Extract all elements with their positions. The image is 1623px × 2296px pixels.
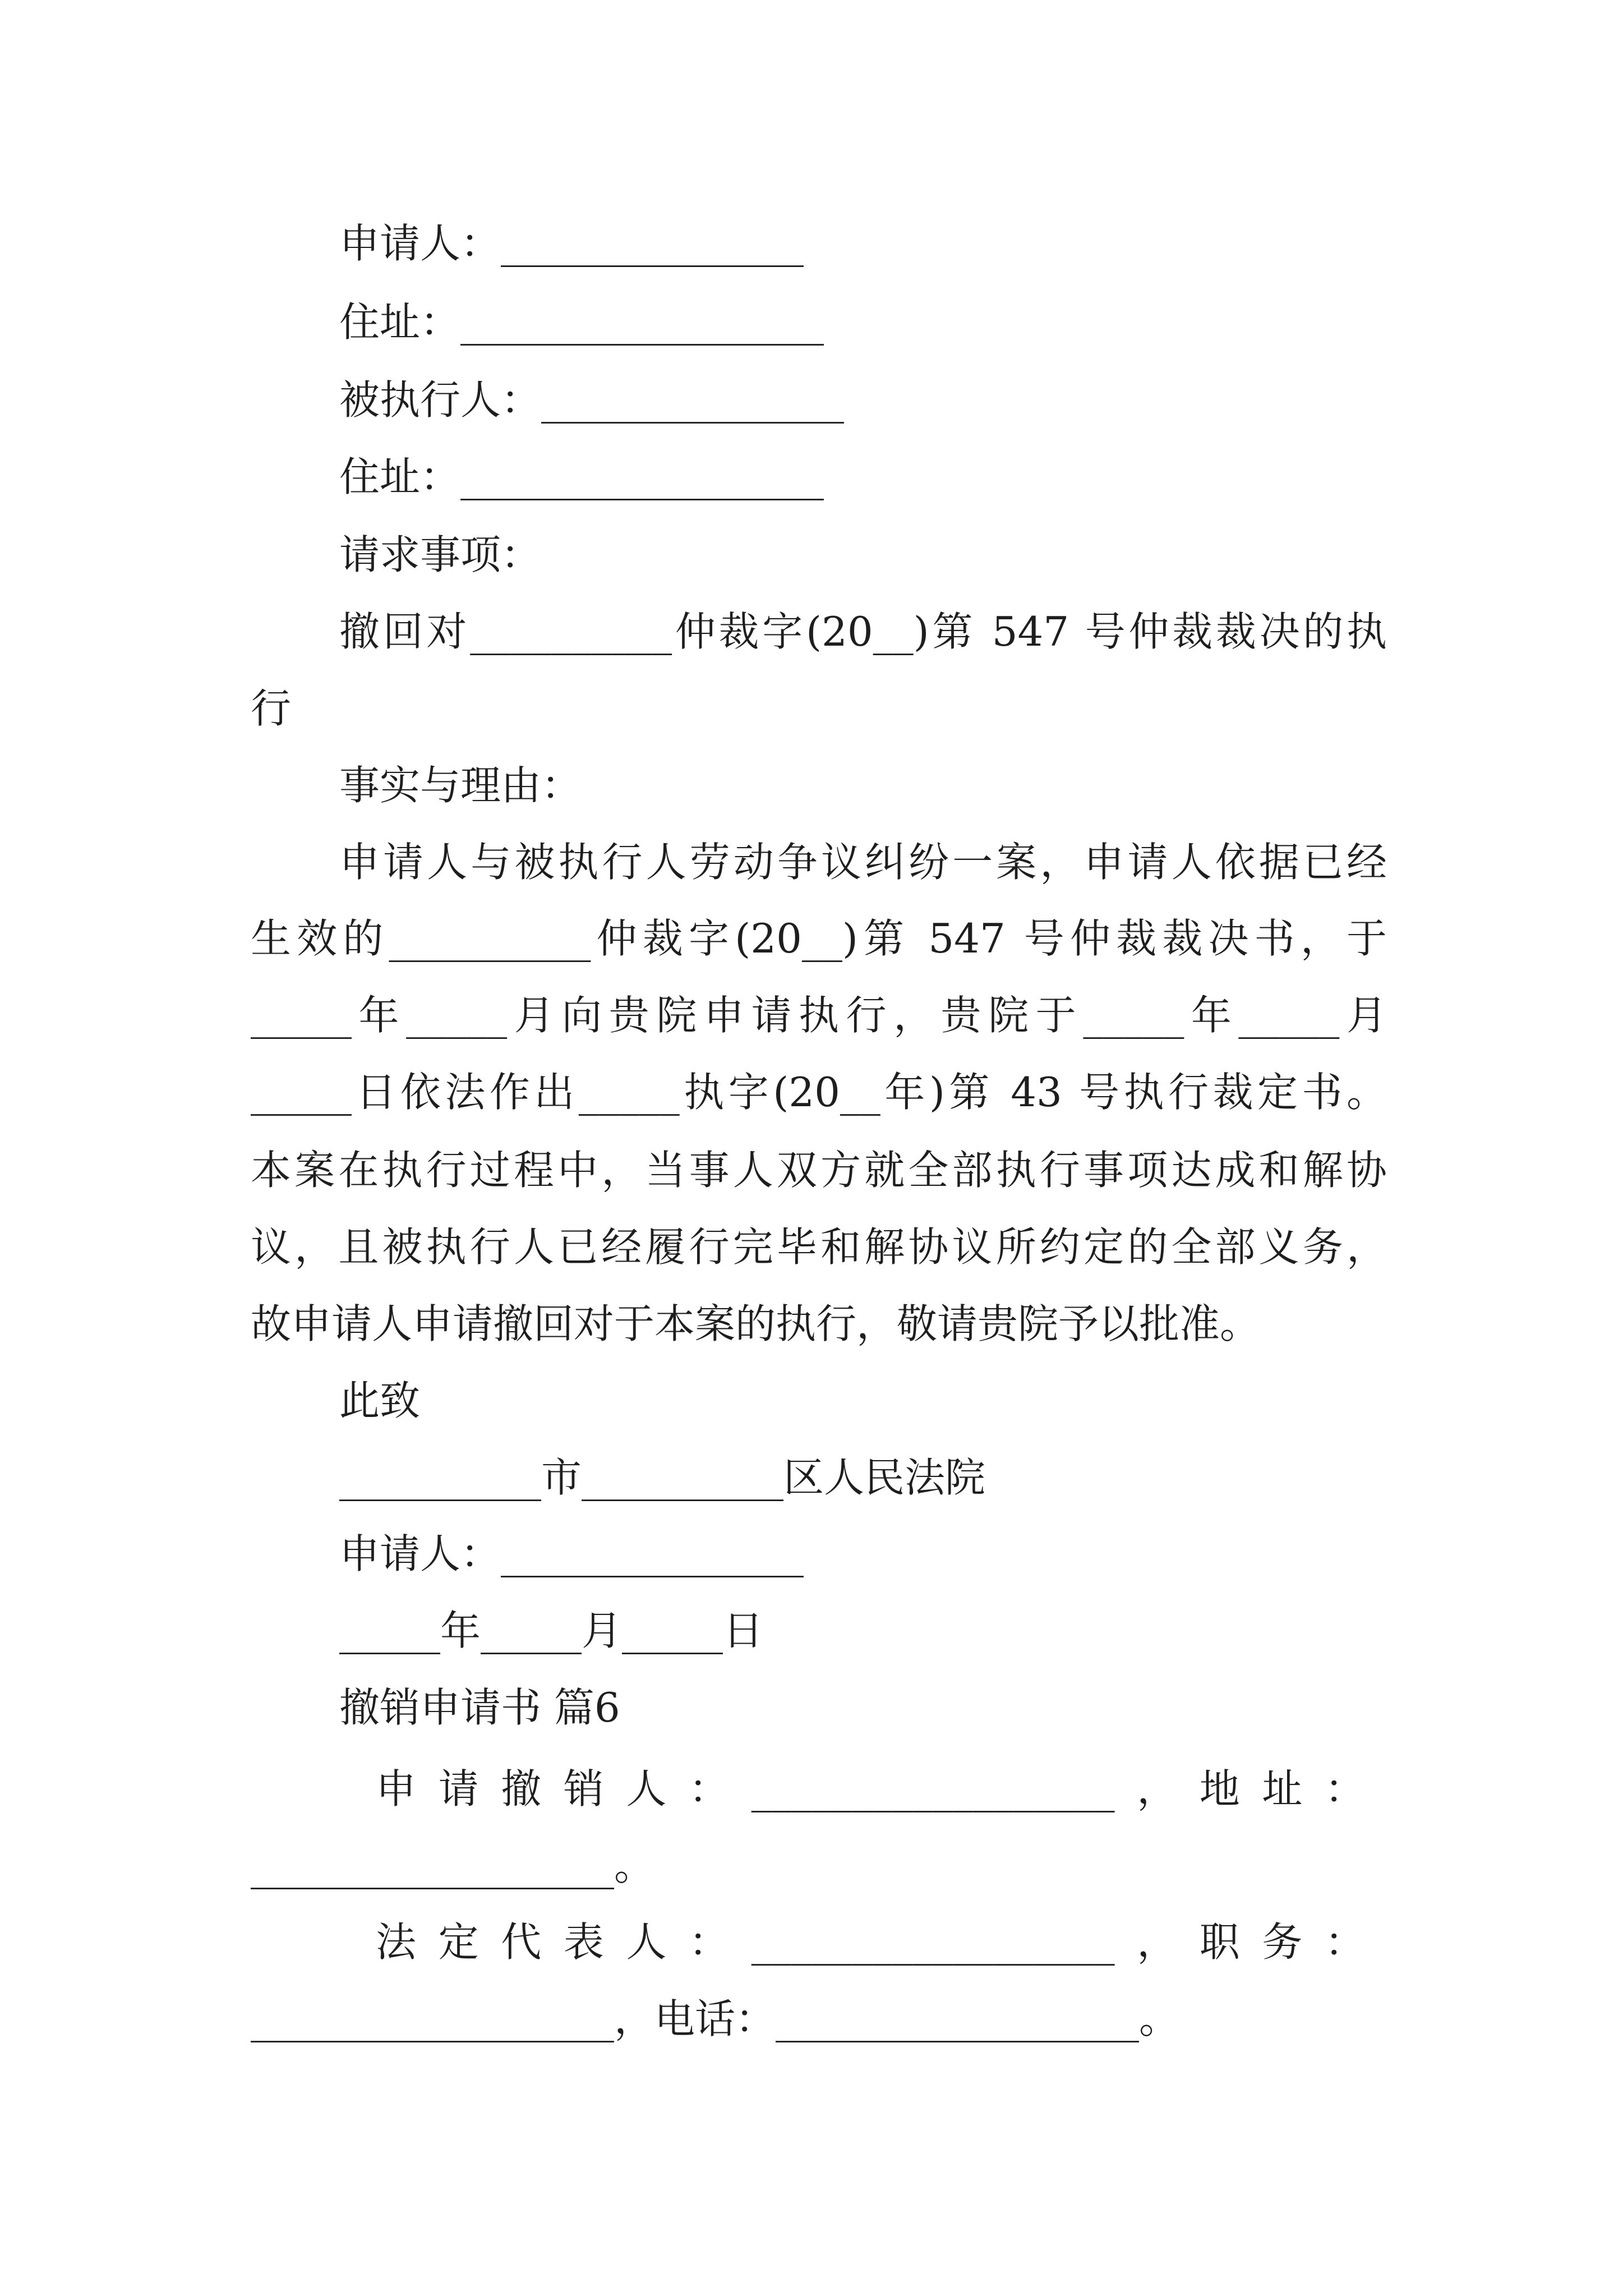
revocation-applicant-line: 申请撤销人：__________________，地址： bbox=[376, 1765, 1365, 1812]
salutation: 此致 bbox=[339, 1377, 421, 1424]
request-heading: 请求事项： bbox=[339, 531, 542, 578]
respondent-address-line: 住址：__________________ bbox=[339, 453, 824, 500]
request-text-line: 行 bbox=[251, 685, 292, 732]
facts-text-line: 生效的__________仲裁字(20__)第 547 号仲裁裁决书，于 bbox=[251, 915, 1387, 962]
facts-text-line: 本案在执行过程中，当事人双方就全部执行事项达成和解协 bbox=[251, 1147, 1387, 1194]
revocation-address-line: __________________。 bbox=[251, 1842, 654, 1889]
respondent-line: 被执行人：_______________ bbox=[339, 376, 845, 424]
section-title: 撤销申请书 篇6 bbox=[339, 1684, 620, 1731]
applicant-address-line: 住址：__________________ bbox=[339, 298, 824, 346]
facts-text-line: _____年_____月向贵院申请执行，贵院于_____年_____月 bbox=[251, 992, 1387, 1039]
position-phone-line: __________________，电话：__________________。 bbox=[251, 1995, 1180, 2042]
court-line: __________市__________区人民法院 bbox=[339, 1454, 986, 1501]
date-line: _____年_____月_____日 bbox=[339, 1607, 763, 1654]
signature-applicant-line: 申请人：_______________ bbox=[339, 1530, 804, 1577]
facts-text-line: _____日依法作出_____执字(20__年)第 43 号执行裁定书。 bbox=[251, 1069, 1387, 1116]
facts-heading: 事实与理由： bbox=[339, 762, 582, 809]
request-text-line: 撤回对__________仲裁字(20__)第 547 号仲裁裁决的执 bbox=[339, 608, 1387, 655]
facts-text-line: 议，且被执行人已经履行完毕和解协议所约定的全部义务， bbox=[251, 1223, 1387, 1271]
legal-representative-line: 法定代表人：__________________，职务： bbox=[376, 1918, 1365, 1966]
facts-text-line: 申请人与被执行人劳动争议纠纷一案，申请人依据已经 bbox=[339, 839, 1387, 886]
facts-text-line: 故申请人申请撤回对于本案的执行，敬请贵院予以批准。 bbox=[251, 1300, 1261, 1347]
applicant-line: 申请人：_______________ bbox=[339, 220, 804, 267]
